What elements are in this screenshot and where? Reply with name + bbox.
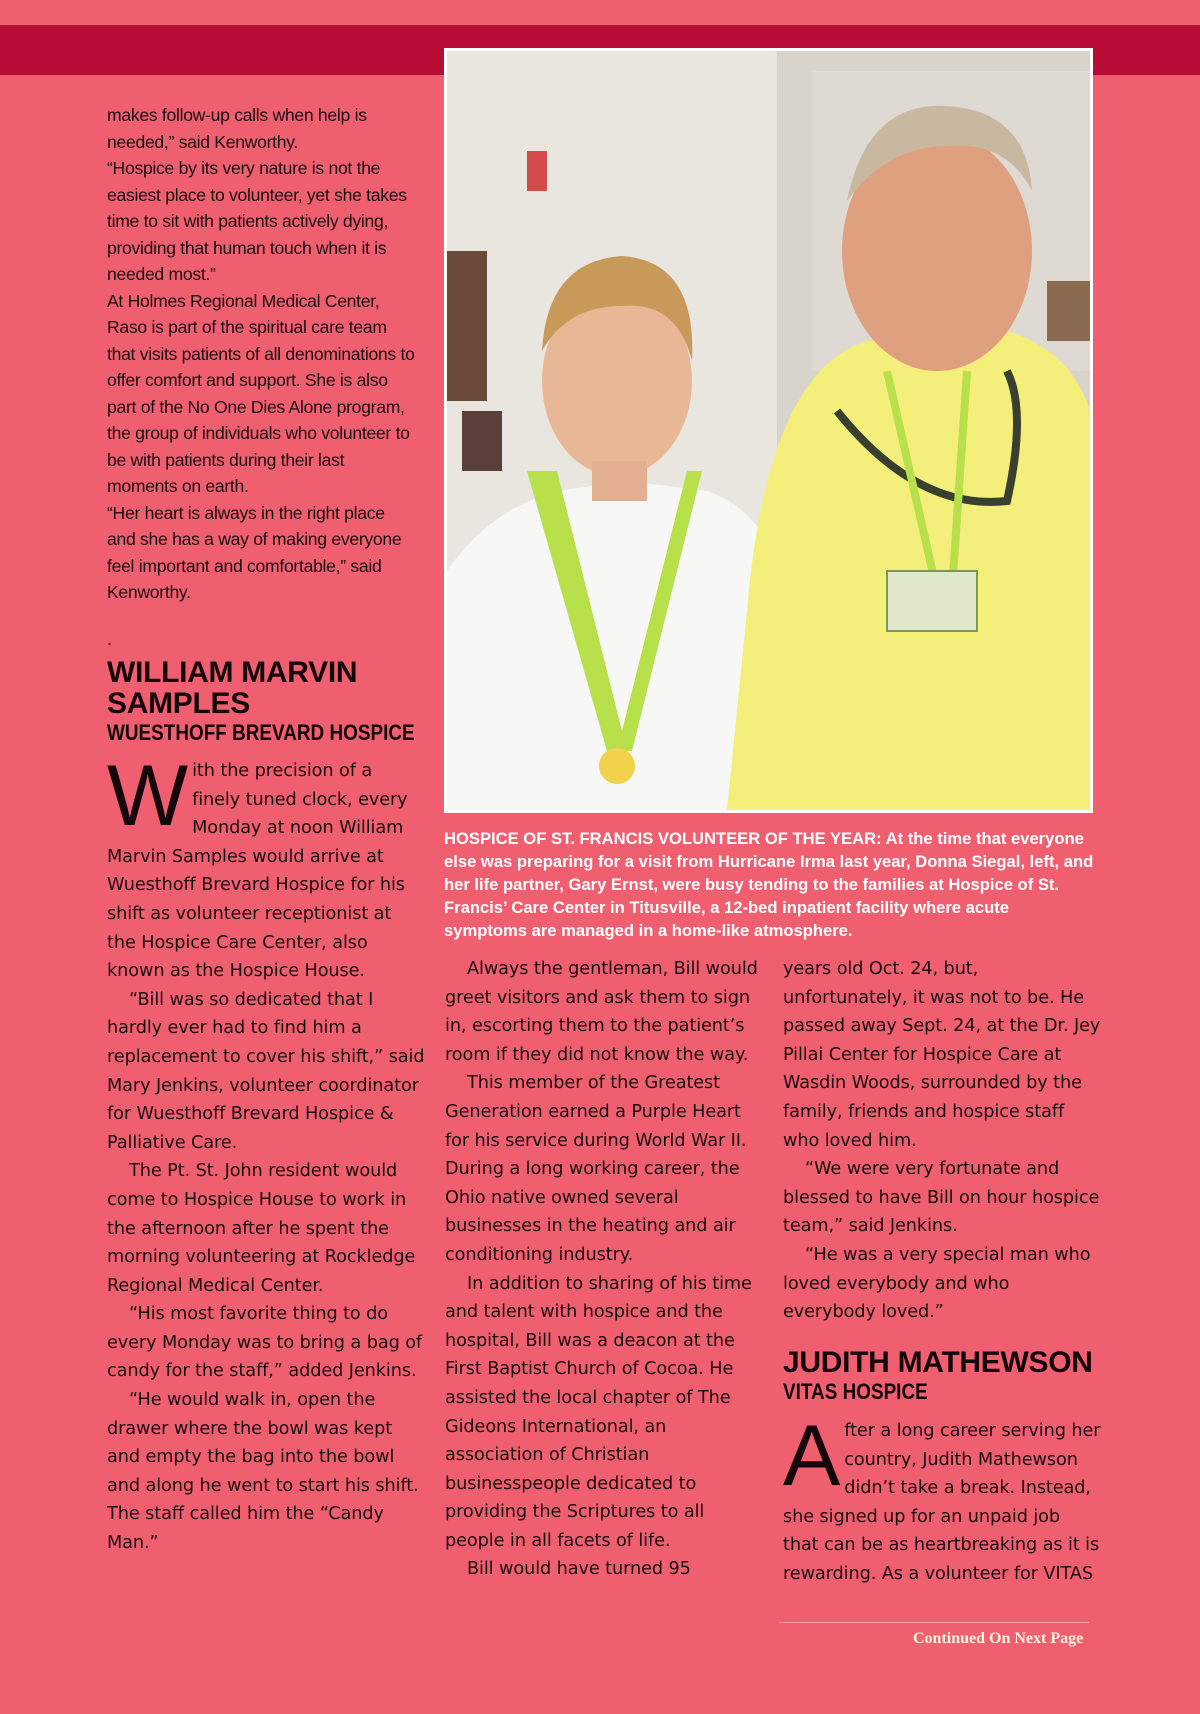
section-separator: . — [107, 630, 113, 649]
article-column-2 — [445, 955, 763, 1584]
drop-cap: A — [783, 1408, 841, 1504]
previous-story-continuation — [107, 102, 417, 606]
body-paragraph: Always the gentleman, Bill would greet visitors and ask them to sign in, escorting them to the patient’s room if they did not know the way. — [445, 959, 758, 1065]
intro-paragraph: makes follow-up calls when help is needed,” said Kenworthy. — [107, 105, 367, 152]
body-paragraph: “He would walk in, open the drawer where the bowl was kept and empty the bag into the bowl and along he went to start his shift. The staff called him the “Candy Man.” — [107, 1390, 419, 1554]
intro-paragraph: At Holmes Regional Medical Center, Raso is part of the spiritual care team that visits patients of all denominations to offer comfort and support. She is also part of the No One Dies Alone program, the group of individuals who volunteer to be with patients during their last moments on earth. — [107, 290, 415, 496]
article-header-samples — [107, 657, 427, 747]
body-paragraph: The Pt. St. John resident would come to Hospice House to work in the afternoon after he spent the morning volunteering at Rockledge Regional Medical Center. — [107, 1161, 416, 1296]
article-column-3 — [783, 955, 1101, 1327]
lead-text: ith the precision of a finely tuned clock, every Monday at noon William Marvin Samples would arrive at Wuesthoff Brevard Hospice for his shift as volunteer receptionist at the Hospice Care Center, also known as the Hospice House. — [107, 761, 408, 982]
article-header-mathewson — [783, 1347, 1103, 1406]
intro-paragraph: “Her heart is always in the right place and she has a way of making everyone feel important and comfortable,” said Kenworthy. — [107, 502, 402, 602]
article-headline: WILLIAM MARVIN SAMPLES — [107, 656, 358, 720]
volunteer-photo — [444, 48, 1093, 813]
body-paragraph: “His most favorite thing to do every Monday was to bring a bag of candy for the staff,” added Jenkins. — [107, 1304, 423, 1382]
top-margin-band — [0, 0, 1200, 25]
article-2-body — [783, 1408, 1101, 1589]
article-subhead: VITAS HOSPICE — [783, 1379, 928, 1404]
article-subhead: WUESTHOFF BREVARD HOSPICE — [107, 720, 415, 745]
photo-caption: HOSPICE OF ST. FRANCIS VOLUNTEER OF THE YEAR: At the time that everyone else was preparing for a visit from Hurricane Irma last year, Donna Siegal, left, and her life partner, Gary Ernst, were busy tending to the families at Hospice of St. Francis’ Care Center in Titusville, a 12-bed inpatient facility where acute symptoms are managed in a home-like atmosphere. — [444, 829, 1094, 940]
drop-cap: W — [107, 748, 189, 844]
body-paragraph: Bill would have turned 95 — [467, 1559, 691, 1580]
article-column-1 — [107, 748, 425, 1558]
body-paragraph: “We were very fortunate and blessed to have Bill on hour hospice team,” said Jenkins. — [783, 1159, 1100, 1237]
lead-paragraph — [783, 1408, 1101, 1589]
footer-rule — [779, 1622, 1089, 1623]
intro-paragraph: “Hospice by its very nature is not the easiest place to volunteer, yet she takes time to sit with patients actively dying, providing that human touch when it is needed most.” — [107, 158, 407, 284]
body-paragraph: “Bill was so dedicated that I hardly ever had to find him a replacement to cover his shift,” said Mary Jenkins, volunteer coordinator for Wuesthoff Brevard Hospice & Palliative Care. — [107, 989, 425, 1153]
photo-illustration — [447, 51, 1090, 810]
body-paragraph: In addition to sharing of his time and talent with hospice and the hospital, Bill was a deacon at the First Baptist Church of Cocoa. He assisted the local chapter of The Gideons International, an association of Christian businesspeople dedicated to providing the Scriptures to all people in all facets of life. — [445, 1273, 752, 1551]
body-paragraph: years old Oct. 24, but, unfortunately, it was not to be. He passed away Sept. 24, at the Dr. Jey Pillai Center for Hospice Care at Wasdin Woods, surrounded by the family, friends and hospice staff who loved him. — [783, 959, 1101, 1151]
body-paragraph: This member of the Greatest Generation earned a Purple Heart for his service during World War II. During a long working career, the Ohio native owned several businesses in the heating and air conditioning industry. — [445, 1073, 747, 1265]
body-paragraph: “He was a very special man who loved everybody and who everybody loved.” — [783, 1244, 1091, 1323]
article-headline: JUDITH MATHEWSON — [783, 1346, 1093, 1379]
lead-text: fter a long career serving her country, Judith Mathewson didn’t take a break. Instead, she signed up for an unpaid job that can be as heartbreaking as it is rewarding. As a volunteer for VITAS — [783, 1421, 1101, 1584]
continued-link[interactable]: Continued On Next Page — [913, 1630, 1084, 1647]
lead-paragraph — [107, 748, 425, 986]
